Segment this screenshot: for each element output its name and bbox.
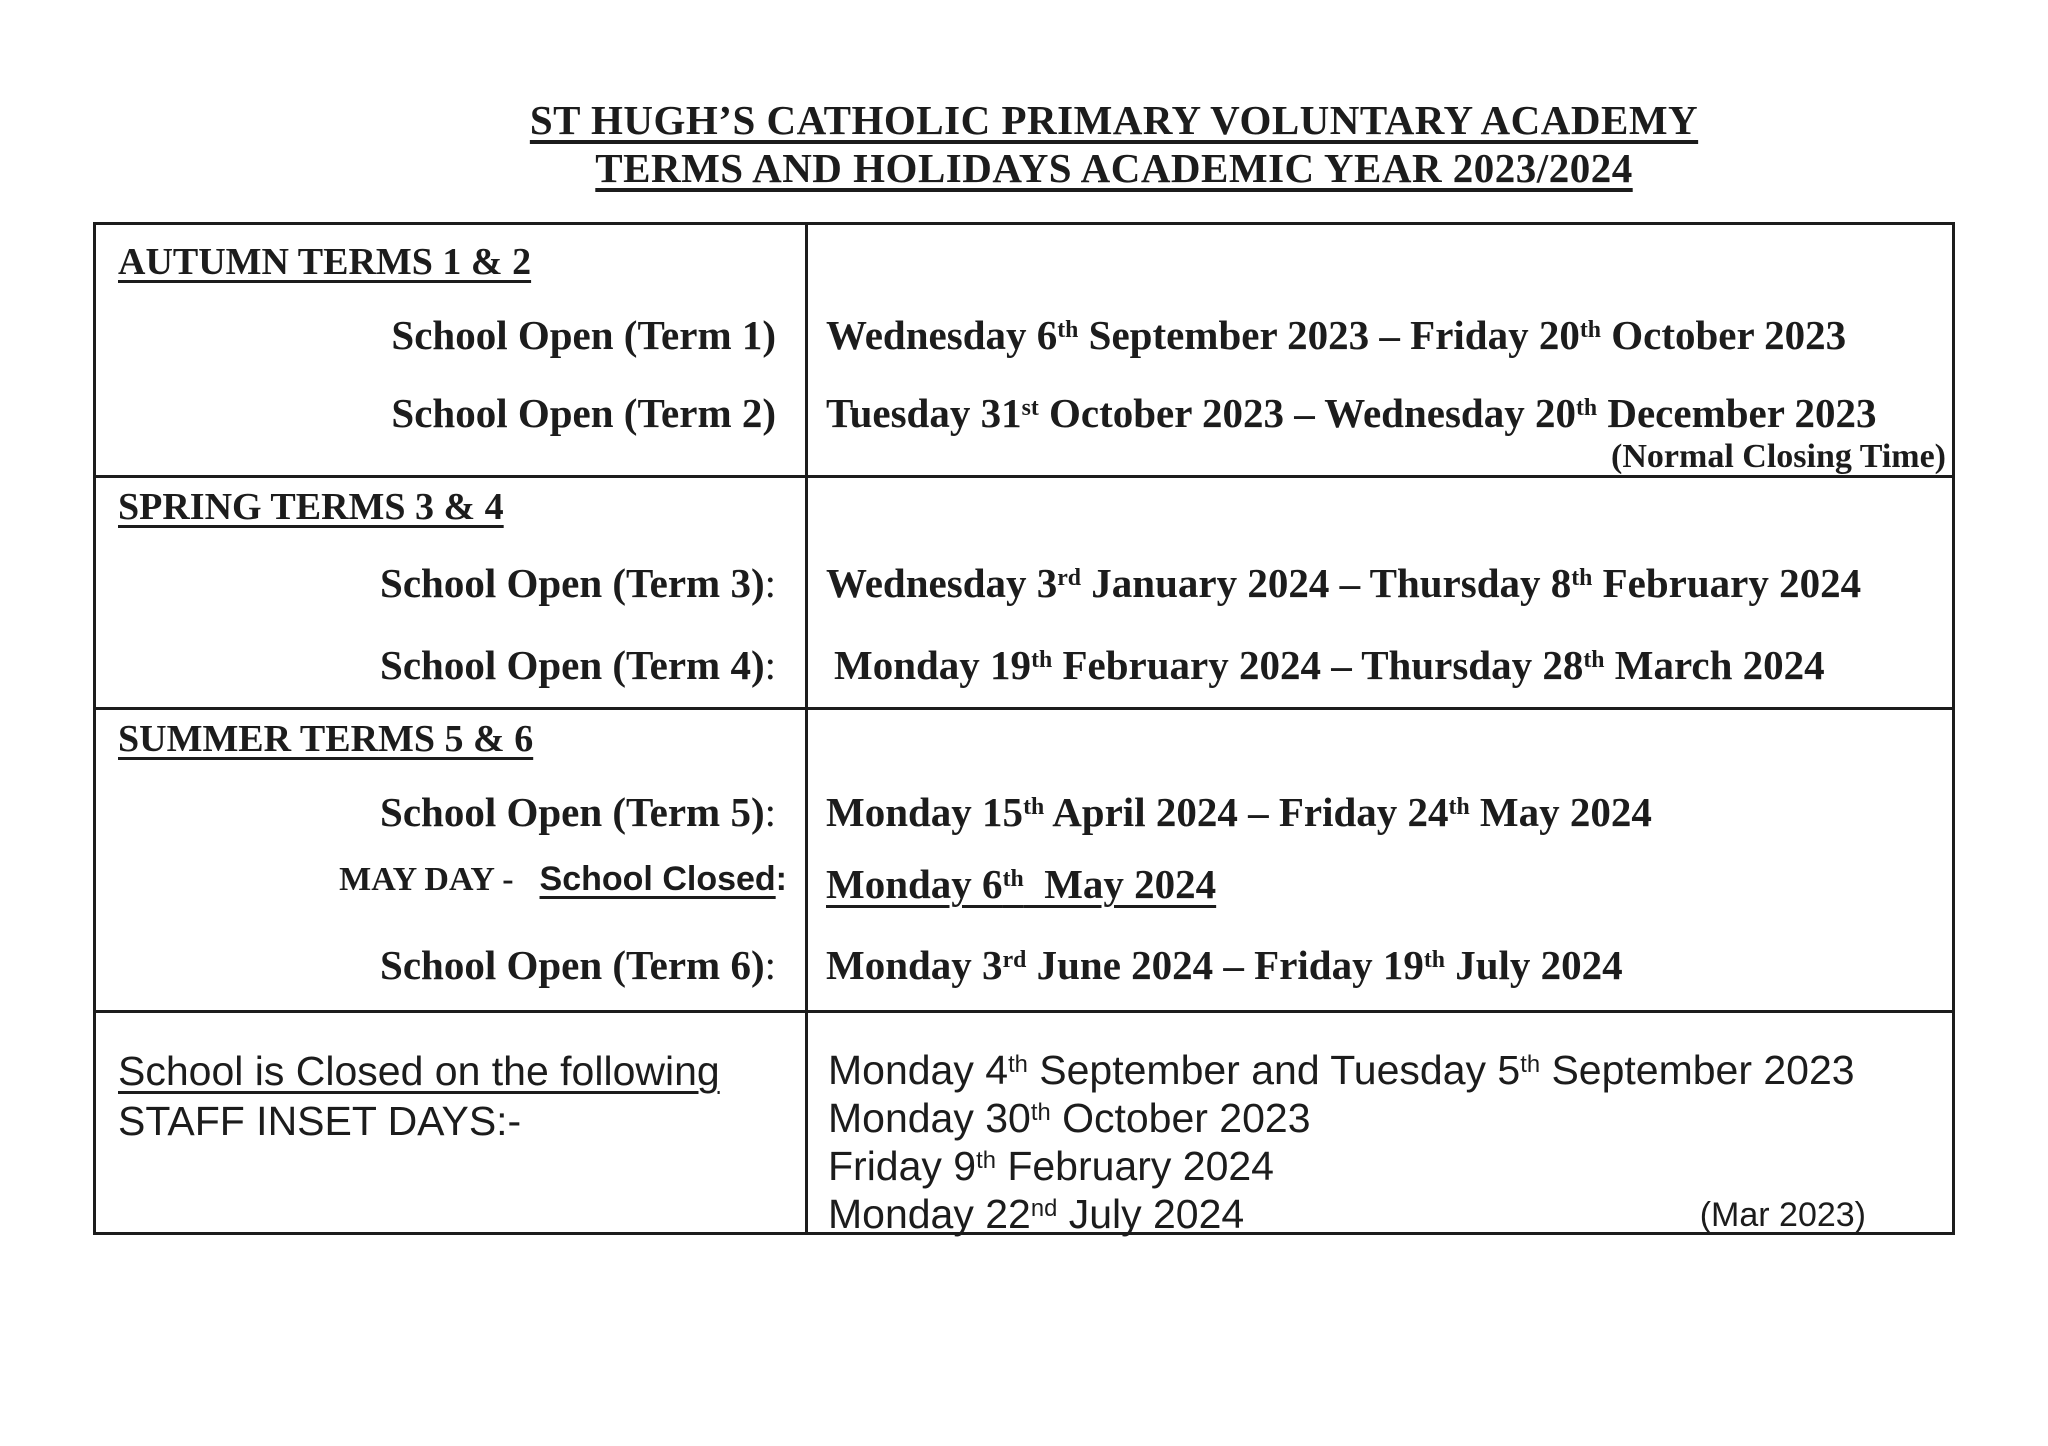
document-title-text: ST HUGH’S CATHOLIC PRIMARY VOLUNTARY ACADEMY <box>529 97 1699 143</box>
term6-open-label-text: School Open (Term 6) <box>380 942 765 988</box>
term3-open-label-text: School Open (Term 3) <box>380 560 765 606</box>
term5-colon: : <box>764 789 776 835</box>
term4-colon: : <box>764 642 776 688</box>
school-closed-text: School Closed <box>539 860 776 898</box>
inset-heading-line1-text: School is Closed on the following <box>118 1048 720 1094</box>
inset-date-2: Monday 30th October 2023 <box>828 1095 1311 1141</box>
term6-open-label <box>380 943 776 989</box>
document-title-line1 <box>183 96 2045 144</box>
spring-section-heading: SPRING TERMS 3 & 4 <box>118 486 504 528</box>
term3-colon: : <box>764 560 776 606</box>
document-title-line2 <box>183 144 2045 192</box>
term2-date-range: Tuesday 31st October 2023 – Wednesday 20th December 2023 <box>826 390 1877 436</box>
term6-date-range: Monday 3rd June 2024 – Friday 19th July 2024 <box>826 942 1623 988</box>
inset-date-1: Monday 4th September and Tuesday 5th September 2023 <box>828 1047 1855 1093</box>
term1-open-label: School Open (Term 1) <box>391 312 776 358</box>
inset-date-4: Monday 22nd July 2024 <box>828 1191 1245 1237</box>
mayday-date: Monday 6th May 2024 <box>826 861 1217 907</box>
school-closed-colon: : <box>775 860 787 898</box>
inset-dates-cell <box>808 1013 1952 1237</box>
term3-open-label <box>380 561 776 607</box>
spring-label-cell <box>96 478 808 710</box>
inset-label-cell <box>96 1013 808 1232</box>
term3-date-range: Wednesday 3rd January 2024 – Thursday 8th February 2024 <box>826 560 1862 606</box>
term5-open-label-text: School Open (Term 5) <box>380 789 765 835</box>
term4-open-label-text: School Open (Term 4) <box>380 642 765 688</box>
summer-section-heading: SUMMER TERMS 5 & 6 <box>118 718 534 760</box>
summer-dates-cell <box>808 710 1952 1013</box>
terms-holidays-table <box>93 222 1955 1235</box>
summer-label-cell <box>96 710 808 1013</box>
autumn-section-heading: AUTUMN TERMS 1 & 2 <box>118 241 532 283</box>
mayday-closed-label <box>339 860 787 899</box>
term4-open-label <box>380 643 776 689</box>
inset-heading-line2: STAFF INSET DAYS:- <box>118 1098 522 1144</box>
mayday-prefix-text: MAY DAY - <box>339 861 514 898</box>
inset-heading-line1 <box>118 1046 720 1096</box>
revision-date-note: (Mar 2023) <box>1699 1196 1866 1234</box>
term1-date-range: Wednesday 6th September 2023 – Friday 20th October 2023 <box>826 312 1847 358</box>
term6-colon: : <box>764 942 776 988</box>
inset-date-3: Friday 9th February 2024 <box>828 1143 1274 1189</box>
spring-dates-cell <box>808 478 1952 710</box>
term2-open-label: School Open (Term 2) <box>391 390 776 436</box>
term5-open-label <box>380 790 776 836</box>
term5-date-range: Monday 15th April 2024 – Friday 24th May 2024 <box>826 789 1652 835</box>
document-title-block <box>183 96 2045 192</box>
autumn-dates-cell <box>808 225 1952 478</box>
document-subtitle-text: TERMS AND HOLIDAYS ACADEMIC YEAR 2023/2024 <box>595 145 1633 191</box>
inset-heading <box>118 1046 720 1146</box>
normal-closing-time-note: (Normal Closing Time) <box>1611 438 1946 475</box>
autumn-label-cell <box>96 225 808 478</box>
term4-date-range: Monday 19th February 2024 – Thursday 28th March 2024 <box>834 642 1825 688</box>
